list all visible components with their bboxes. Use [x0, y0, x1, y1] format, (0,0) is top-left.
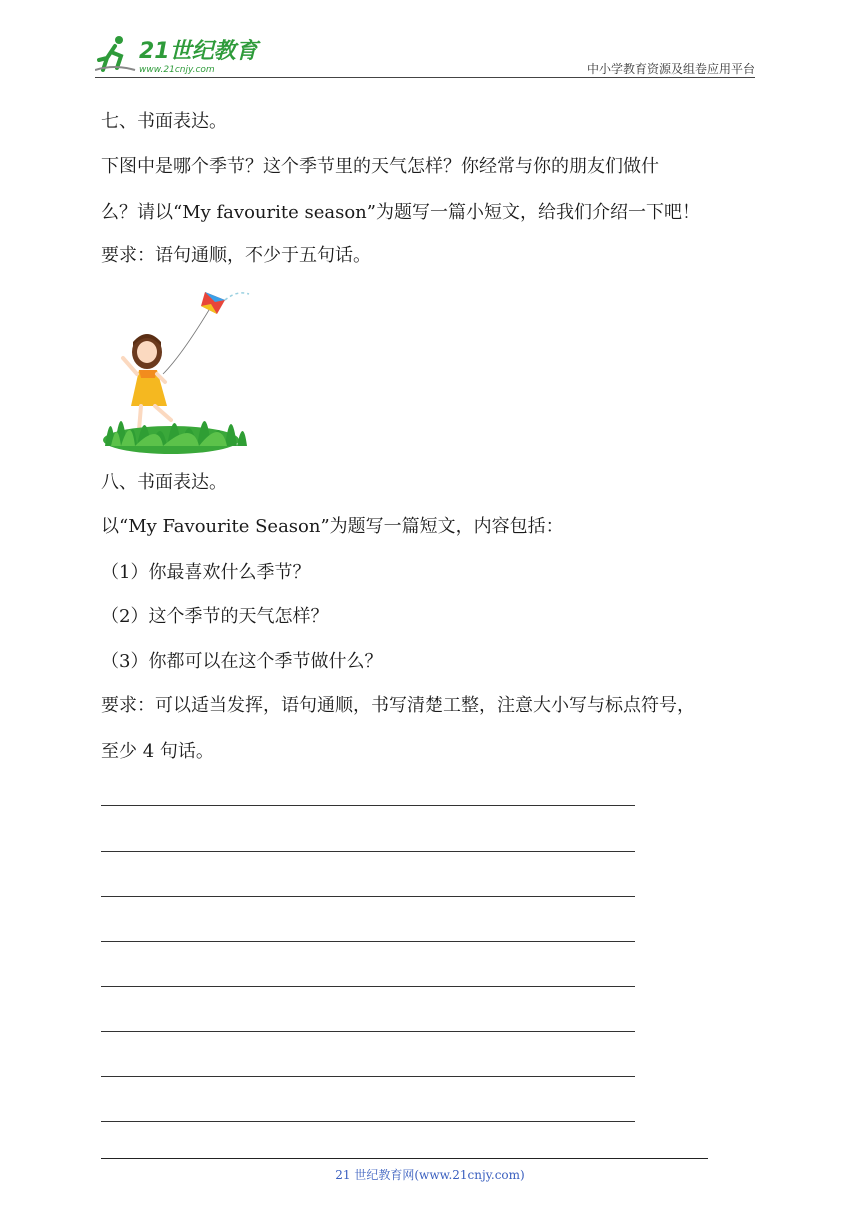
answer-line[interactable] [101, 896, 635, 897]
section8-item-3: （3）你都可以在这个季节做什么？ [101, 651, 383, 672]
footer-text[interactable]: 21 世纪教育网(www.21cnjy.com) [335, 1168, 525, 1182]
page-header [95, 34, 755, 78]
answer-line[interactable] [101, 941, 635, 942]
section8-item-1: （1）你最喜欢什么季节？ [101, 562, 311, 583]
answer-line[interactable] [101, 1121, 635, 1122]
girl-flying-kite-illustration [101, 286, 251, 458]
footer-divider [101, 1158, 708, 1159]
answer-line[interactable] [101, 851, 635, 852]
logo-text: 21世纪教育 [139, 39, 258, 64]
logo-url: www.21cnjy.com [139, 65, 215, 75]
platform-name: 中小学教育资源及组卷应用平台 [586, 62, 755, 76]
section7-title: 七、书面表达。 [101, 111, 227, 132]
section8-item-2: （2）这个季节的天气怎样？ [101, 606, 329, 627]
section8-intro: 以“My Favourite Season”为题写一篇短文，内容包括： [101, 516, 564, 537]
section8-title: 八、书面表达。 [101, 472, 227, 493]
section7-prompt-line1: 下图中是哪个季节？这个季节里的天气怎样？你经常与你的朋友们做什 [101, 156, 659, 177]
section8-requirement-line1: 要求：可以适当发挥，语句通顺，书写清楚工整，注意大小写与标点符号， [101, 695, 695, 716]
section7-prompt-line2: 么？请以“My favourite season”为题写一篇小短文，给我们介绍一下吧！ [101, 202, 700, 223]
answer-line[interactable] [101, 986, 635, 987]
logo-21cnjy [95, 34, 265, 76]
kite-icon [163, 292, 249, 374]
section8-requirement-line2: 至少 4 句话。 [101, 741, 214, 762]
runner-icon [95, 36, 135, 70]
girl-figure [123, 334, 171, 430]
answer-line[interactable] [101, 805, 635, 806]
answer-line[interactable] [101, 1076, 635, 1077]
header-divider [95, 77, 755, 78]
grass-field [103, 421, 247, 454]
section7-requirement: 要求：语句通顺，不少于五句话。 [101, 245, 371, 266]
answer-line[interactable] [101, 1031, 635, 1032]
